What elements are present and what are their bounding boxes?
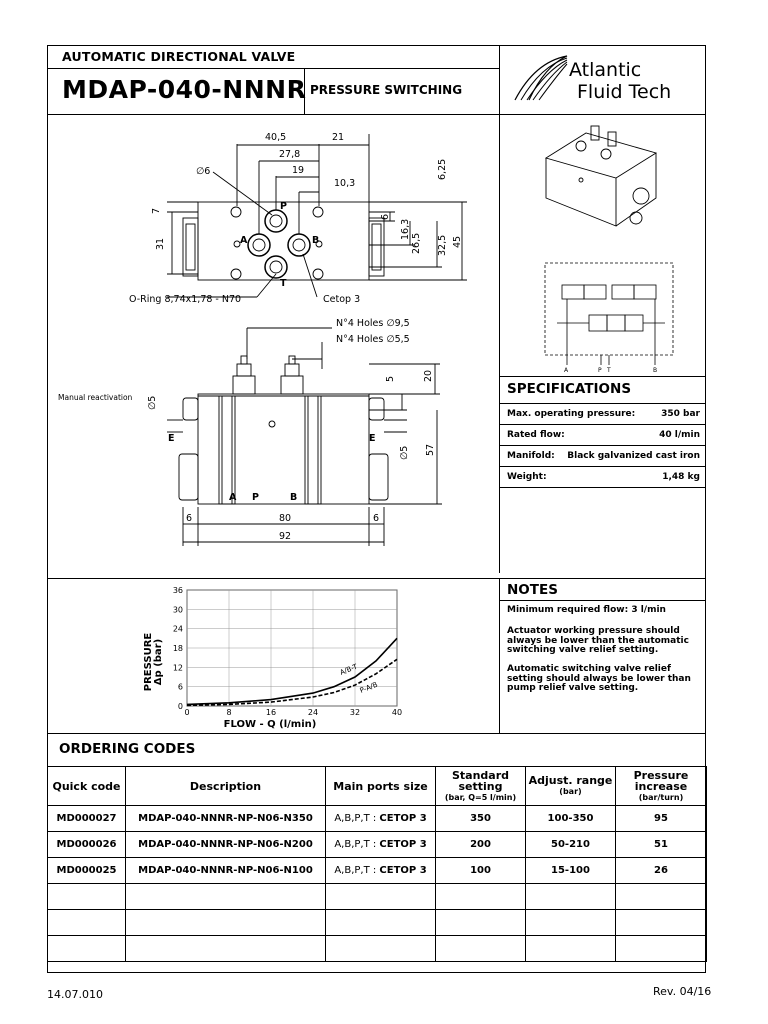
row-ports-size: CETOP 3 bbox=[379, 839, 427, 850]
empty-row bbox=[48, 884, 707, 910]
row-pressure: 26 bbox=[616, 858, 707, 884]
row-standard: 350 bbox=[436, 806, 526, 832]
brand-line1: Atlantic bbox=[569, 59, 642, 81]
row-quick: MD000025 bbox=[48, 858, 126, 884]
chart-x-tick: 8 bbox=[226, 708, 232, 717]
dim-19: 19 bbox=[292, 165, 305, 176]
spec-label: Rated flow: bbox=[507, 430, 565, 440]
row-ports-prefix: A,B,P,T : bbox=[334, 865, 380, 876]
schem-p: P bbox=[598, 367, 602, 374]
row-ports-size: CETOP 3 bbox=[379, 813, 427, 824]
header-ports: Main ports size bbox=[326, 767, 436, 806]
doc-code: 14.07.010 bbox=[47, 988, 103, 1001]
header-standard bbox=[436, 767, 526, 806]
side-port-b: B bbox=[290, 492, 298, 503]
schem-b: B bbox=[653, 367, 658, 374]
row-adjust: 100-350 bbox=[526, 806, 616, 832]
dim-40-5: 40,5 bbox=[265, 132, 287, 143]
hydraulic-schematic bbox=[537, 255, 687, 375]
chart-series-label: A/B-T bbox=[338, 662, 359, 677]
port-t: T bbox=[280, 278, 287, 289]
chart-x-tick: 32 bbox=[349, 708, 361, 717]
dim-27-8: 27,8 bbox=[279, 149, 301, 160]
dim-26-5: 26,5 bbox=[411, 232, 422, 254]
header-pressure-sub: (bar/turn) bbox=[638, 792, 684, 802]
spec-value: 1,48 kg bbox=[662, 472, 700, 482]
dim-57: 57 bbox=[425, 443, 436, 456]
chart-y-tick: 24 bbox=[172, 624, 183, 634]
side-port-a: A bbox=[229, 492, 237, 503]
e-left: E bbox=[168, 433, 175, 444]
row-description: MDAP-040-NNNR-NP-N06-N200 bbox=[126, 832, 326, 858]
row-description: MDAP-040-NNNR-NP-N06-N350 bbox=[126, 806, 326, 832]
row-description: MDAP-040-NNNR-NP-N06-N100 bbox=[126, 858, 326, 884]
note-1: Minimum required flow: 3 l/min bbox=[507, 605, 666, 615]
dim-32-5: 32,5 bbox=[437, 234, 448, 256]
flow-pressure-chart bbox=[130, 584, 430, 734]
row-ports-size: CETOP 3 bbox=[379, 865, 427, 876]
table-row bbox=[48, 832, 707, 858]
port-b: B bbox=[312, 235, 320, 246]
chart-y-tick: 6 bbox=[177, 682, 183, 692]
chart-y-tick: 0 bbox=[177, 702, 183, 711]
spec-top-line bbox=[499, 376, 706, 377]
spec-label: Max. operating pressure: bbox=[507, 409, 636, 419]
subtitle: PRESSURE SWITCHING bbox=[310, 83, 463, 97]
header-standard-label: Standard setting bbox=[451, 768, 510, 793]
cetop-label: Cetop 3 bbox=[323, 294, 361, 305]
dim-6: 6 bbox=[380, 213, 391, 220]
phi5-right: ∅5 bbox=[399, 445, 410, 460]
chart-series bbox=[187, 638, 397, 705]
empty-row bbox=[48, 910, 707, 936]
header-adjust-label: Adjust. range bbox=[528, 774, 613, 787]
row-adjust: 50-210 bbox=[526, 832, 616, 858]
notes-title-line bbox=[499, 600, 706, 601]
spec-label: Weight: bbox=[507, 472, 547, 482]
side-port-p: P bbox=[252, 492, 259, 503]
dim-31: 31 bbox=[155, 237, 166, 250]
dim-5: 5 bbox=[385, 375, 396, 382]
ordering-top-line bbox=[47, 733, 706, 734]
row-standard: 100 bbox=[436, 858, 526, 884]
header-right-divider bbox=[499, 45, 500, 573]
spec-value: 350 bar bbox=[661, 409, 700, 419]
note-2: Actuator working pressure should always be lower than the automatic switching valve relief setting. bbox=[507, 626, 689, 655]
row-pressure: 95 bbox=[616, 806, 707, 832]
ordering-table bbox=[47, 766, 707, 962]
notes-divider bbox=[499, 578, 500, 733]
header-adjust bbox=[526, 767, 616, 806]
chart-x-tick: 16 bbox=[265, 708, 277, 717]
spec-value: 40 l/min bbox=[659, 430, 700, 440]
dim-16-3: 16,3 bbox=[400, 218, 411, 240]
empty-row bbox=[48, 936, 707, 962]
table-row bbox=[48, 806, 707, 832]
dim-20: 20 bbox=[423, 369, 434, 382]
row-quick: MD000027 bbox=[48, 806, 126, 832]
dim-92: 92 bbox=[279, 531, 292, 542]
header-description: Description bbox=[126, 767, 326, 806]
spec-row bbox=[500, 445, 706, 466]
row-ports-prefix: A,B,P,T : bbox=[334, 839, 380, 850]
chart-ylabel-1: PRESSURE bbox=[143, 632, 154, 692]
row-adjust: 15-100 bbox=[526, 858, 616, 884]
spec-title: SPECIFICATIONS bbox=[507, 381, 632, 397]
dim-21: 21 bbox=[332, 132, 345, 143]
row-ports bbox=[326, 832, 436, 858]
revision: Rev. 04/16 bbox=[653, 985, 712, 998]
header-pressure bbox=[616, 767, 707, 806]
brand-line2: Fluid Tech bbox=[577, 81, 672, 103]
chart-x-tick: 0 bbox=[184, 708, 190, 717]
chart-top-line bbox=[47, 578, 706, 579]
dim-80: 80 bbox=[279, 513, 292, 524]
spec-label: Manifold: bbox=[507, 451, 555, 461]
holes-9-5: N°4 Holes ∅9,5 bbox=[336, 318, 410, 329]
header-standard-sub: (bar, Q=5 l/min) bbox=[444, 792, 517, 802]
dim-10-3: 10,3 bbox=[334, 178, 356, 189]
dim-6-25: 6,25 bbox=[437, 158, 448, 180]
valve-3d-view bbox=[536, 118, 676, 238]
header-adjust-sub: (bar) bbox=[559, 787, 582, 796]
spec-value: Black galvanized cast iron bbox=[567, 451, 700, 461]
dim-6c: 6 bbox=[373, 513, 380, 524]
row-ports-prefix: A,B,P,T : bbox=[334, 813, 380, 824]
chart-y-tick: 18 bbox=[172, 644, 183, 653]
side-view-body bbox=[198, 394, 369, 504]
chart-xlabel: FLOW - Q (l/min) bbox=[223, 719, 317, 730]
dim-7: 7 bbox=[151, 207, 162, 214]
port-p: P bbox=[280, 201, 287, 212]
row-quick: MD000026 bbox=[48, 832, 126, 858]
holes-5-5: N°4 Holes ∅5,5 bbox=[336, 334, 410, 345]
port-a: A bbox=[240, 235, 248, 246]
phi6-label: ∅6 bbox=[196, 166, 211, 177]
notes-title: NOTES bbox=[507, 582, 558, 598]
note-3: Automatic switching valve relief setting should always be lower than pump relief valve setting. bbox=[507, 664, 691, 693]
chart-y-tick: 30 bbox=[172, 605, 183, 615]
schem-a: A bbox=[564, 367, 569, 374]
row-pressure: 51 bbox=[616, 832, 707, 858]
header-divider bbox=[47, 68, 499, 69]
spec-row bbox=[500, 403, 706, 424]
chart-ylabel-2: Δp (bar) bbox=[153, 638, 164, 686]
spec-row bbox=[500, 424, 706, 445]
row-ports bbox=[326, 858, 436, 884]
table-row bbox=[48, 858, 707, 884]
row-ports bbox=[326, 806, 436, 832]
ordering-title: ORDERING CODES bbox=[59, 741, 196, 757]
chart-series-line bbox=[187, 659, 397, 705]
dim-45: 45 bbox=[452, 235, 463, 248]
oring-label: O-Ring 8,74x1,78 - N70 bbox=[129, 294, 242, 305]
chart-x-tick: 40 bbox=[391, 708, 403, 717]
table-header-row bbox=[48, 767, 707, 806]
chart-y-tick: 36 bbox=[172, 586, 183, 595]
chart-x-tick: 24 bbox=[307, 708, 319, 717]
chart-series-label: P-A/B bbox=[358, 680, 379, 695]
row-standard: 200 bbox=[436, 832, 526, 858]
spec-row bbox=[500, 466, 706, 488]
header-pressure-label: Pressure increase bbox=[633, 768, 689, 793]
e-right: E bbox=[369, 433, 376, 444]
schem-t: T bbox=[607, 367, 611, 374]
model-title: MDAP-040-NNNR bbox=[62, 75, 307, 104]
header-quick: Quick code bbox=[48, 767, 126, 806]
chart-y-tick: 12 bbox=[172, 663, 183, 673]
phi5-left: ∅5 bbox=[147, 395, 158, 410]
technical-drawing bbox=[47, 114, 499, 578]
manual-reactivation: Manual reactivation bbox=[58, 393, 133, 402]
brand-logo bbox=[505, 52, 705, 108]
dim-6b: 6 bbox=[186, 513, 193, 524]
category-title: AUTOMATIC DIRECTIONAL VALVE bbox=[62, 49, 296, 64]
